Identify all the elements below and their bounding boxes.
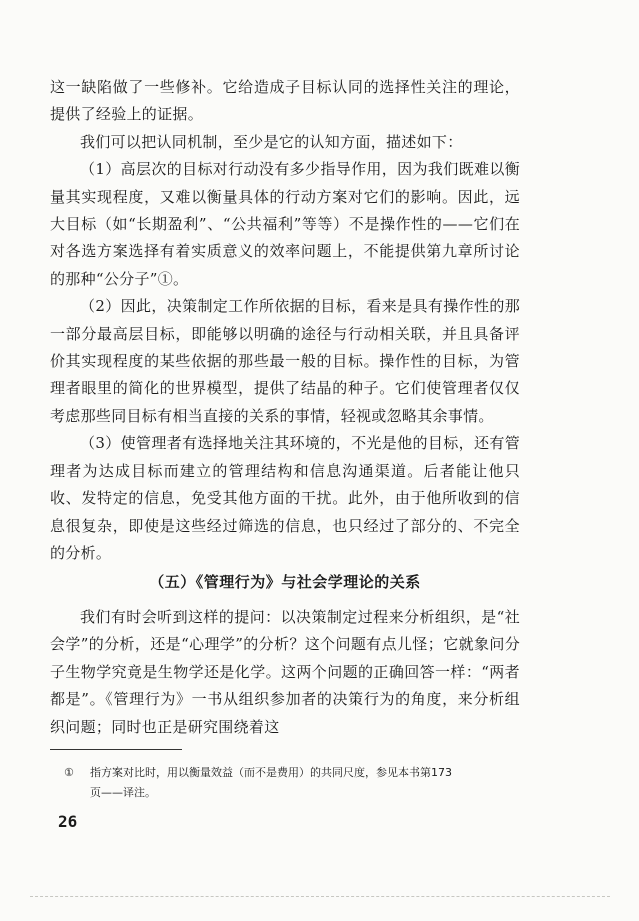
page-bottom-edge xyxy=(30,896,610,897)
footnote-divider xyxy=(50,749,182,750)
paragraph-3: （1）高层次的目标对行动没有多少指导作用，因为我们既难以衡量其实现程度，又难以衡量具体的行动方案对它们的影响。因此，远大目标（如“长期盈利”、“公共福利”等等）不是操作性的——它们在对各选方案选择有着实质意义的效率问题上，不能提供第九章所讨论的那种“公分子”①。 xyxy=(50,160,520,288)
footnote-line-1: 指方案对比时，用以衡量效益（而不是费用）的共同尺度，参见本书第173 xyxy=(90,766,452,779)
section-heading: （五）《管理行为》与社会学理论的关系 xyxy=(149,573,421,591)
page-number: 26 xyxy=(58,812,78,831)
paragraph-5: （3）使管理者有选择地关注其环境的，不光是他的目标，还有管理者为达成目标而建立的管理结构和信息沟通渠道。后者能让他只收、发特定的信息，免受其他方面的干扰。此外，由于他所收到的信息很复杂，即使是这些经过筛选的信息，也只经过了部分的、不完全的分析。 xyxy=(50,434,520,562)
paragraph-2: 我们可以把认同机制，至少是它的认知方面，描述如下： xyxy=(80,132,463,151)
footnote-marker: ① xyxy=(64,766,74,779)
body-text-upper xyxy=(50,74,520,567)
paragraph-6: 我们有时会听到这样的提问：以决策制定过程来分析组织，是“社会学”的分析，还是“心理学”的分析？这个问题有点儿怪；它就象问分子生物学究竟是生物学还是化学。这两个问题的正确回答一样：“两者都是”。《管理行为》一书从组织参加者的决策行为的角度，来分析组织问题；同时也正是研究围绕着这 xyxy=(50,608,520,736)
paragraph-1: 这一缺陷做了一些修补。它给造成子目标认同的选择性关注的理论，提供了经验上的证据。 xyxy=(50,78,520,124)
footnote-line-2: 页——译注。 xyxy=(90,786,156,799)
footnote xyxy=(64,763,524,803)
paragraph-4: （2）因此，决策制定工作所依据的目标，看来是具有操作性的那一部分最高层目标，即能够以明确的途径与行动相关联，并且具备评价其实现程度的某些依据的那些最一般的目标。操作性的目标，为管理者眼里的简化的世界模型，提供了结晶的种子。它们使管理者仅仅考虑那些同目标有相当直接的关系的事情，轻视或忽略其余事情。 xyxy=(50,297,520,425)
body-text-lower xyxy=(50,604,520,741)
